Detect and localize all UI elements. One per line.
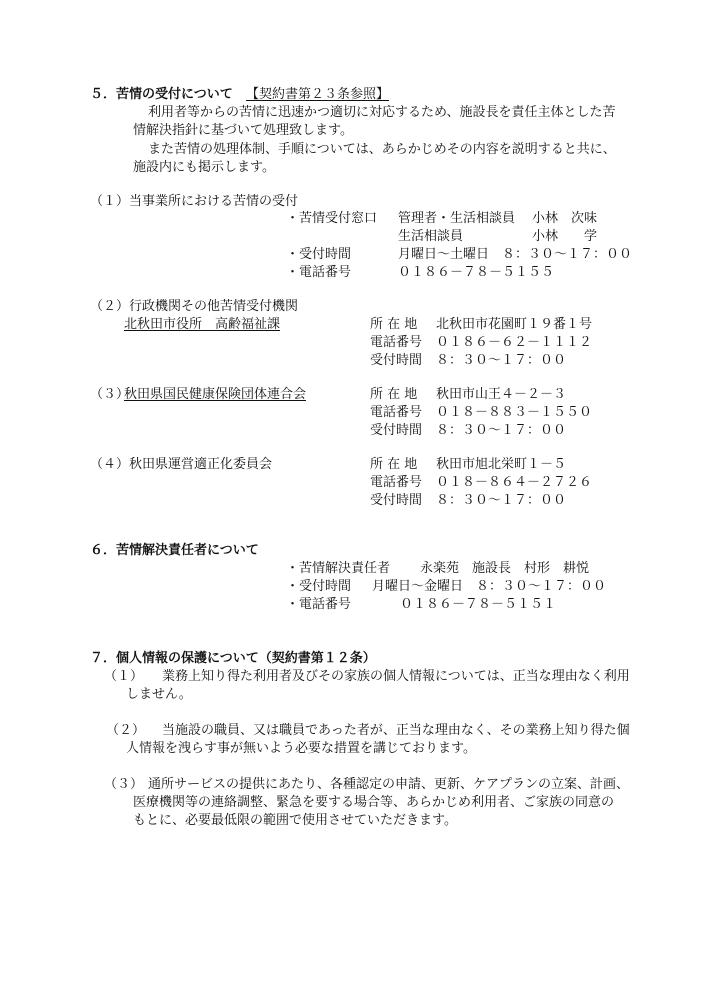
- item3-phone-label: 電話番号: [370, 405, 423, 420]
- complaint-window-role2: 生活相談員: [398, 229, 464, 244]
- item4-addr-label: 所 在 地: [370, 457, 418, 472]
- complaint-window-label: ・苦情受付窓口: [286, 211, 378, 226]
- privacy-item3-line2: 医療機関等の連絡調整、緊急を要する場合等、あらかじめ利用者、ご家族の同意の: [133, 795, 615, 810]
- complaint-item2-org: 北秋田市役所 高齢福祉課: [124, 317, 281, 332]
- complaint-item3-org: 秋田県国民健康保険団体連合会: [124, 387, 307, 402]
- complaint-hours-label: ・受付時間: [286, 247, 352, 262]
- item3-addr-label: 所 在 地: [370, 387, 418, 402]
- item4-hours-label: 受付時間: [370, 493, 423, 508]
- resolver-phone-label: ・電話番号: [286, 597, 352, 612]
- section6-heading: ６．苦情解決責任者について: [90, 543, 259, 558]
- section5-para1-line2: 情解決指針に基づいて処理致します。: [133, 123, 353, 138]
- item2-addr-value: 北秋田市花園町１９番１号: [436, 317, 593, 332]
- privacy-item3-line1: 通所サービスの提供にあたり、各種認定の申請、更新、ケアプランの立案、計画、: [148, 777, 630, 792]
- privacy-item1-line2: しません。: [126, 687, 192, 702]
- item4-phone-value: ０１８－８６４－２７２６: [436, 475, 593, 490]
- complaint-item1-title: （１）当事業所における苦情の受付: [90, 194, 299, 209]
- item2-phone-label: 電話番号: [370, 335, 423, 350]
- item2-hours-value: ８：３０～１７：００: [436, 353, 567, 368]
- resolver-phone-value: ０１８６－７８－５１５１: [400, 597, 557, 612]
- complaint-item3-number: （３）: [90, 387, 130, 402]
- privacy-item3-line3: もとに、必要最低限の範囲で使用させていただきます。: [133, 813, 457, 828]
- item4-phone-label: 電話番号: [370, 475, 423, 490]
- item3-hours-value: ８：３０～１７：００: [436, 423, 567, 438]
- privacy-item1-number: （１）: [104, 669, 144, 684]
- complaint-phone-label: ・電話番号: [286, 265, 352, 280]
- resolver-value: 永楽苑 施設長 村形 耕悦: [420, 561, 590, 576]
- item3-addr-value: 秋田市山王４－２－３: [436, 387, 567, 402]
- item3-hours-label: 受付時間: [370, 423, 423, 438]
- privacy-item2-line2: 人情報を洩らす事が無いよう必要な措置を講じております。: [126, 741, 476, 756]
- item2-phone-value: ０１８６－６２－１１１２: [436, 335, 593, 350]
- item4-addr-value: 秋田市旭北栄町１－５: [436, 457, 567, 472]
- section5-para2-line2: 施設内にも掲示します。: [133, 160, 275, 175]
- privacy-item3-number: （３）: [104, 777, 144, 792]
- complaint-phone-value: ０１８６－７８－５１５５: [398, 265, 555, 280]
- privacy-item1-line1: 業務上知り得た利用者及びその家族の個人情報については、正当な理由なく利用: [162, 669, 630, 684]
- item2-hours-label: 受付時間: [370, 353, 423, 368]
- item4-hours-value: ８：３０～１７：００: [436, 493, 567, 508]
- complaint-hours-value: 月曜日～土曜日 ８：３０～１７：００: [398, 247, 633, 262]
- item2-addr-label: 所 在 地: [370, 317, 418, 332]
- complaint-window-name1: 小林 次味: [532, 211, 598, 226]
- section5-para1-line1: 利用者等からの苦情に迅速かつ適切に対応するため、施設長を責任主体とした苦: [148, 105, 616, 120]
- complaint-item2-title: （２）行政機関その他苦情受付機関: [90, 299, 299, 314]
- resolver-label: ・苦情解決責任者: [286, 561, 391, 576]
- section5-para2-line1: また苦情の処理体制、手順については、あらかじめその内容を説明すると共に、: [148, 142, 616, 157]
- section7-heading: ７．個人情報の保護について（契約書第１２条）: [90, 651, 376, 666]
- resolver-hours-value: 月曜日～金曜日 ８：３０～１７：００: [372, 579, 607, 594]
- resolver-hours-label: ・受付時間: [286, 579, 352, 594]
- complaint-window-role1: 管理者・生活相談員: [398, 211, 516, 226]
- privacy-item2-number: （２）: [106, 723, 146, 738]
- section5-heading: ５．苦情の受付について: [90, 87, 233, 102]
- complaint-item4-title: （４）秋田県運営適正化委員会: [90, 457, 273, 472]
- complaint-window-name2: 小林 学: [532, 229, 598, 244]
- privacy-item2-line1: 当施設の職員、又は職員であった者が、正当な理由なく、その業務上知り得た個: [162, 723, 630, 738]
- item3-phone-value: ０１８－８８３－１５５０: [436, 405, 593, 420]
- section5-contract-ref: 【契約書第２３条参照】: [246, 87, 390, 102]
